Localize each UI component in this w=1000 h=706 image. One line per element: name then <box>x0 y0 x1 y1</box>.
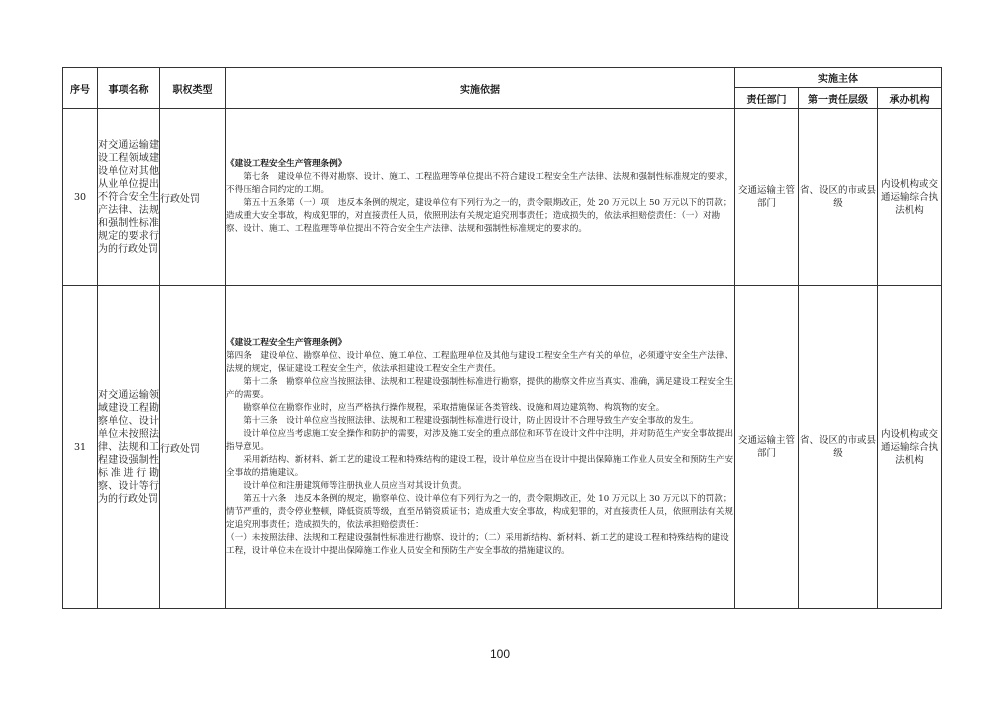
basis-paragraph: 勘察单位在勘察作业时，应当严格执行操作规程，采取措施保证各类管线、设施和周边建筑物、构筑物的安全。 <box>243 402 665 413</box>
header-org: 承办机构 <box>878 88 942 109</box>
header-seq: 序号 <box>63 68 98 109</box>
item-name: 对交通运输建设工程领域建设单位对其他从业单位提出不符合安全生产法律、法规和强制性标准规定的要求行为的行政处罚 <box>98 109 160 286</box>
table-row <box>63 286 942 609</box>
header-dept: 责任部门 <box>735 88 799 109</box>
basis-paragraph: 第四条 建设单位、勘察单位、设计单位、施工单位、工程监理单位及其他与建设工程安全生产有关的单位，必须遵守安全生产法律、法规的规定，保证建设工程安全生产，依法承担建设工程安全生产责任。 <box>226 350 734 374</box>
legal-basis <box>226 109 735 286</box>
enforcement-table <box>62 67 942 609</box>
basis-paragraph: 第十三条 设计单位应当按照法律、法规和工程建设强制性标准进行设计，防止因设计不合理导致生产安全事故的发生。 <box>243 415 699 426</box>
responsibility-level: 省、设区的市或县级 <box>799 286 878 609</box>
power-type: 行政处罚 <box>160 109 226 286</box>
header-basis: 实施依据 <box>226 68 735 109</box>
header-power-type: 职权类型 <box>160 68 226 109</box>
responsibility-level: 省、设区的市或县级 <box>799 109 878 286</box>
item-name: 对交通运输领域建设工程勘察单位、设计单位未按照法律、法规和工程建设强制性标准进行勘察、设计等行为的行政处罚 <box>98 286 160 609</box>
basis-paragraph: 第十二条 勘察单位应当按照法律、法规和工程建设强制性标准进行勘察，提供的勘察文件应当真实、准确，满足建设工程安全生产的需要。 <box>226 376 734 400</box>
responsible-dept: 交通运输主管部门 <box>735 286 799 609</box>
basis-paragraph: 第七条 建设单位不得对勘察、设计、施工、工程监理等单位提出不符合建设工程安全生产法律、法规和强制性标准规定的要求，不得压缩合同约定的工期。 <box>226 172 734 195</box>
basis-paragraph: 设计单位和注册建筑师等注册执业人员应当对其设计负责。 <box>243 480 467 491</box>
basis-paragraph: 第五十六条 违反本条例的规定，勘察单位、设计单位有下列行为之一的，责令限期改正，处 10 万元以上 30 万元以下的罚款；情节严重的，责令停业整顿，降低资质等级，直至吊销资质证书；造成重大安全事故，构成犯罪的，对直接责任人员，依照刑法有关规定追究刑事责任；造成损失的，依法承担赔偿责任： <box>226 493 734 530</box>
basis-paragraph: 采用新结构、新材料、新工艺的建设工程和特殊结构的建设工程，设计单位应当在设计中提出保障施工作业人员安全和预防生产安全事故的措施建议。 <box>226 454 734 478</box>
law-title: 《建设工程安全生产管理条例》 <box>226 337 347 348</box>
responsible-dept: 交通运输主管部门 <box>735 109 799 286</box>
basis-paragraph: 设计单位应当考虑施工安全操作和防护的需要，对涉及施工安全的重点部位和环节在设计文件中注明，并对防范生产安全事故提出指导意见。 <box>226 428 734 452</box>
handling-org: 内设机构或交通运输综合执法机构 <box>878 109 942 286</box>
table-row <box>63 109 942 286</box>
handling-org: 内设机构或交通运输综合执法机构 <box>878 286 942 609</box>
legal-basis <box>226 286 735 609</box>
basis-paragraph: 第五十五条第（一）项 违反本条例的规定，建设单位有下列行为之一的，责令限期改正，处 20 万元以上 50 万元以下的罚款；造成重大安全事故，构成犯罪的，对直接责任人员，依照刑法有关规定追究刑事责任；造成损失的，依法承担赔偿责任：（一）对勘察、设计、施工、工程监理等单位提出不符合安全生产法律、法规和强制性标准规定的要求的。 <box>226 198 732 234</box>
header-subject: 实施主体 <box>735 68 942 88</box>
row-number: 31 <box>63 286 98 609</box>
basis-paragraph: （一）未按照法律、法规和工程建设强制性标准进行勘察、设计的；（二）采用新结构、新材料、新工艺的建设工程和特殊结构的建设工程，设计单位未在设计中提出保障施工作业人员安全和预防生产安全事故的措施建议的。 <box>226 532 729 556</box>
row-number: 30 <box>63 109 98 286</box>
page-number: 100 <box>489 647 511 661</box>
header-level: 第一责任层级 <box>799 88 878 109</box>
power-type: 行政处罚 <box>160 286 226 609</box>
header-item-name: 事项名称 <box>98 68 160 109</box>
law-title: 《建设工程安全生产管理条例》 <box>226 159 347 169</box>
